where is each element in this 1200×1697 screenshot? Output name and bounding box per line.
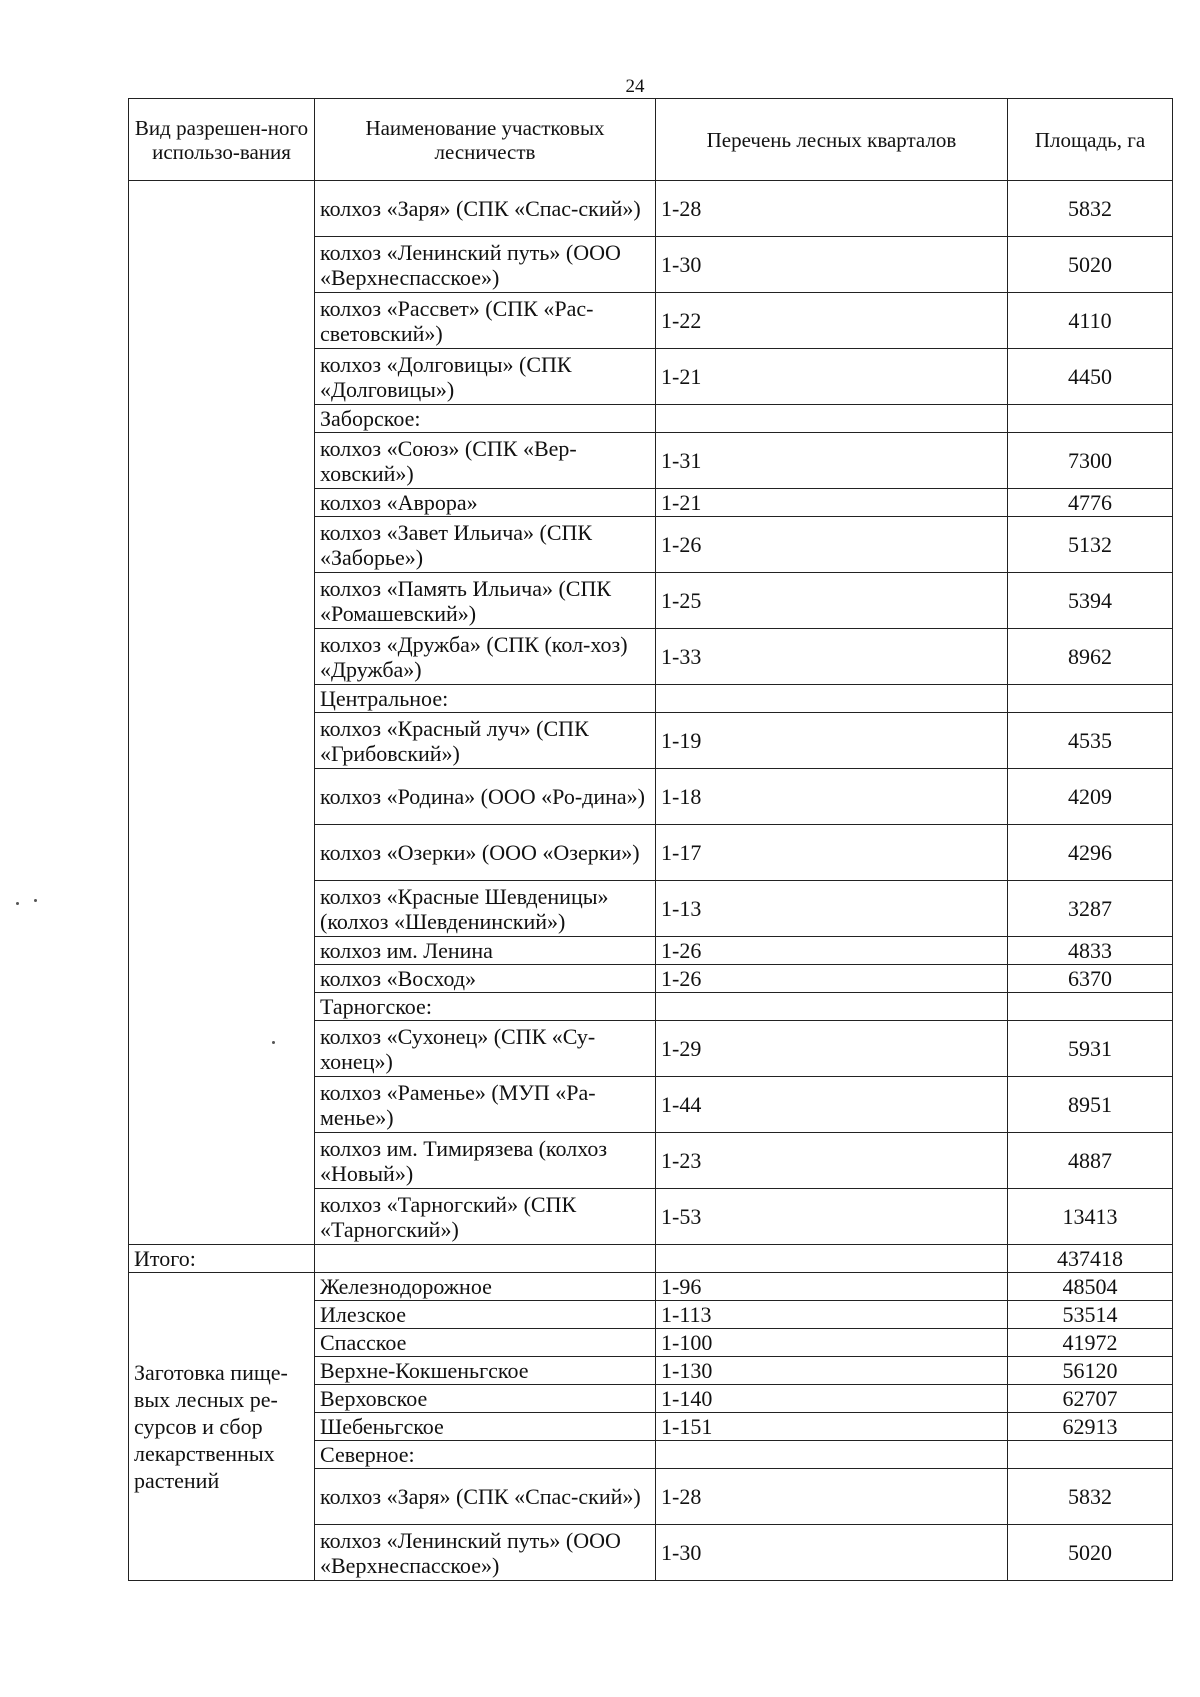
area-cell: 4110 (1008, 293, 1173, 349)
quarters-cell: 1-13 (656, 881, 1008, 937)
total-empty-cell (315, 1245, 656, 1273)
quarters-cell: 1-151 (656, 1413, 1008, 1441)
area-cell: 5020 (1008, 237, 1173, 293)
quarters-cell: 1-21 (656, 489, 1008, 517)
table-header-row (129, 99, 1173, 181)
area-cell: 56120 (1008, 1357, 1173, 1385)
quarters-cell: 1-96 (656, 1273, 1008, 1301)
quarters-cell: 1-100 (656, 1329, 1008, 1357)
quarters-cell: 1-26 (656, 517, 1008, 573)
area-cell: 5832 (1008, 1469, 1173, 1525)
table-row (129, 1273, 1173, 1301)
quarters-cell: 1-140 (656, 1385, 1008, 1413)
quarters-cell: 1-25 (656, 573, 1008, 629)
area-cell: 3287 (1008, 881, 1173, 937)
forestry-name-cell: колхоз им. Тимирязева (колхоз «Новый») (315, 1133, 656, 1189)
quarters-cell: 1-33 (656, 629, 1008, 685)
quarters-cell: 1-18 (656, 769, 1008, 825)
forestry-name-cell: Центральное: (315, 685, 656, 713)
quarters-cell: 1-23 (656, 1133, 1008, 1189)
scan-speck (272, 1041, 275, 1044)
quarters-cell: 1-30 (656, 237, 1008, 293)
forestry-name-cell: Заборское: (315, 405, 656, 433)
quarters-cell: 1-21 (656, 349, 1008, 405)
forestry-name-cell: колхоз «Долговицы» (СПК «Долговицы») (315, 349, 656, 405)
forestry-name-cell: колхоз «Родина» (ООО «Ро-дина») (315, 769, 656, 825)
forestry-name-cell: колхоз «Союз» (СПК «Вер-ховский») (315, 433, 656, 489)
forestry-name-cell: колхоз «Красный луч» (СПК «Грибовский») (315, 713, 656, 769)
area-cell: 4535 (1008, 713, 1173, 769)
forestry-name-cell: колхоз «Дружба» (СПК (кол-хоз) «Дружба») (315, 629, 656, 685)
total-label: Итого: (129, 1245, 315, 1273)
area-cell: 4887 (1008, 1133, 1173, 1189)
area-cell: 62707 (1008, 1385, 1173, 1413)
quarters-cell: 1-17 (656, 825, 1008, 881)
area-cell (1008, 1441, 1173, 1469)
quarters-cell: 1-22 (656, 293, 1008, 349)
area-cell: 53514 (1008, 1301, 1173, 1329)
quarters-cell: 1-26 (656, 937, 1008, 965)
area-cell: 5931 (1008, 1021, 1173, 1077)
forestry-name-cell: Тарногское: (315, 993, 656, 1021)
area-cell (1008, 685, 1173, 713)
category-cell-empty (129, 181, 315, 1245)
scan-speck (34, 899, 37, 902)
quarters-cell: 1-31 (656, 433, 1008, 489)
area-cell: 48504 (1008, 1273, 1173, 1301)
header-quarters: Перечень лесных кварталов (656, 99, 1008, 181)
area-cell (1008, 405, 1173, 433)
category-cell: Заготовка пище-вых лесных ре-сурсов и сбор лекарственных растений (129, 1273, 315, 1581)
forestry-name-cell: Верхне-Кокшеньгское (315, 1357, 656, 1385)
total-area: 437418 (1008, 1245, 1173, 1273)
forestry-name-cell: колхоз «Тарногский» (СПК «Тарногский») (315, 1189, 656, 1245)
area-cell: 4296 (1008, 825, 1173, 881)
area-cell: 8962 (1008, 629, 1173, 685)
forestry-name-cell: колхоз «Заря» (СПК «Спас-ский») (315, 1469, 656, 1525)
forestry-name-cell: Илезское (315, 1301, 656, 1329)
area-cell: 41972 (1008, 1329, 1173, 1357)
area-cell: 5020 (1008, 1525, 1173, 1581)
quarters-cell (656, 685, 1008, 713)
forestry-name-cell: колхоз им. Ленина (315, 937, 656, 965)
quarters-cell: 1-26 (656, 965, 1008, 993)
forestry-name-cell: колхоз «Озерки» (ООО «Озерки») (315, 825, 656, 881)
quarters-cell: 1-113 (656, 1301, 1008, 1329)
forestry-name-cell: колхоз «Восход» (315, 965, 656, 993)
page-number: 24 (625, 76, 645, 97)
quarters-cell: 1-130 (656, 1357, 1008, 1385)
area-cell: 4450 (1008, 349, 1173, 405)
forestry-name-cell: колхоз «Аврора» (315, 489, 656, 517)
area-cell: 4776 (1008, 489, 1173, 517)
total-row (129, 1245, 1173, 1273)
table-body (129, 181, 1173, 1581)
table-row (129, 181, 1173, 237)
area-cell: 5394 (1008, 573, 1173, 629)
quarters-cell: 1-53 (656, 1189, 1008, 1245)
quarters-cell: 1-19 (656, 713, 1008, 769)
quarters-cell: 1-30 (656, 1525, 1008, 1581)
area-cell: 4833 (1008, 937, 1173, 965)
forestry-name-cell: колхоз «Ленинский путь» (ООО «Верхнеспасское») (315, 1525, 656, 1581)
forestry-name-cell: колхоз «Раменье» (МУП «Ра-менье») (315, 1077, 656, 1133)
area-cell: 6370 (1008, 965, 1173, 993)
header-forestry: Наименование участковых лесничеств (315, 99, 656, 181)
area-cell (1008, 993, 1173, 1021)
forestry-name-cell: колхоз «Сухонец» (СПК «Су-хонец») (315, 1021, 656, 1077)
quarters-cell: 1-28 (656, 1469, 1008, 1525)
area-cell: 5832 (1008, 181, 1173, 237)
area-cell: 5132 (1008, 517, 1173, 573)
quarters-cell: 1-44 (656, 1077, 1008, 1133)
total-empty-cell (656, 1245, 1008, 1273)
forestry-name-cell: Верховское (315, 1385, 656, 1413)
scan-speck (16, 902, 19, 905)
forestry-name-cell: Шебеньгское (315, 1413, 656, 1441)
forestry-name-cell: колхоз «Память Ильича» (СПК «Ромашевский») (315, 573, 656, 629)
forestry-name-cell: Спасское (315, 1329, 656, 1357)
quarters-cell (656, 405, 1008, 433)
area-cell: 8951 (1008, 1077, 1173, 1133)
quarters-cell (656, 1441, 1008, 1469)
area-cell: 7300 (1008, 433, 1173, 489)
forestry-name-cell: колхоз «Рассвет» (СПК «Рас-световский») (315, 293, 656, 349)
area-cell: 13413 (1008, 1189, 1173, 1245)
quarters-cell: 1-28 (656, 181, 1008, 237)
forestry-name-cell: колхоз «Красные Шевденицы» (колхоз «Шевденинский») (315, 881, 656, 937)
forestry-name-cell: Северное: (315, 1441, 656, 1469)
header-area: Площадь, га (1008, 99, 1173, 181)
area-cell: 4209 (1008, 769, 1173, 825)
area-cell: 62913 (1008, 1413, 1173, 1441)
quarters-cell: 1-29 (656, 1021, 1008, 1077)
header-category: Вид разрешен-ного использо-вания (129, 99, 315, 181)
forest-quarters-table (128, 98, 1173, 1581)
forestry-name-cell: колхоз «Заря» (СПК «Спас-ский») (315, 181, 656, 237)
forestry-name-cell: колхоз «Ленинский путь» (ООО «Верхнеспасское») (315, 237, 656, 293)
forestry-name-cell: колхоз «Завет Ильича» (СПК «Заборье») (315, 517, 656, 573)
forestry-name-cell: Железнодорожное (315, 1273, 656, 1301)
quarters-cell (656, 993, 1008, 1021)
